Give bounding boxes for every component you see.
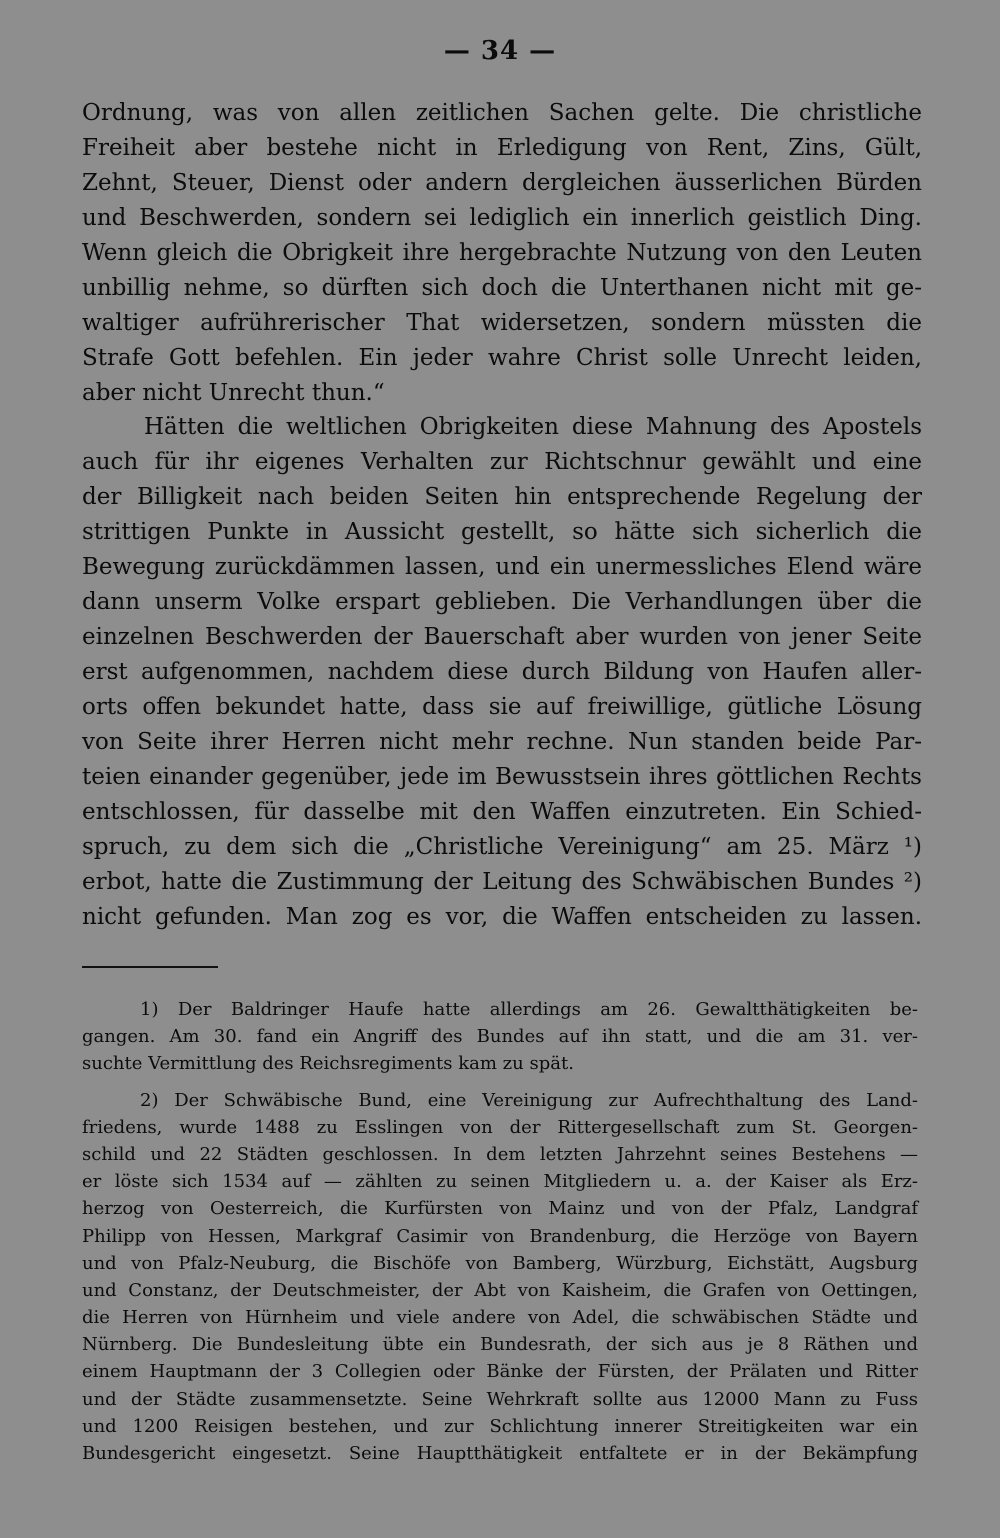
footnote-line: einem Hauptmann der 3 Collegien oder Bänke der Fürsten, der Prälaten und Ritter: [82, 1361, 918, 1383]
text-line: dann unserm Volke erspart geblieben. Die Verhandlungen über die: [82, 589, 922, 616]
text-line: entschlossen, für dasselbe mit den Waffen einzutreten. Ein Schied-: [82, 798, 922, 825]
footnote-1: [82, 996, 918, 1078]
text-line: nicht gefunden. Man zog es vor, die Waffen entscheiden zu lassen.: [82, 903, 922, 930]
text-line: Zehnt, Steuer, Dienst oder andern dergleichen äusserlichen Bürden: [82, 169, 922, 196]
text-line: spruch, zu dem sich die „Christliche Vereinigung“ am 25. März ¹): [82, 833, 922, 860]
text-line: einzelnen Beschwerden der Bauerschaft aber wurden von jener Seite: [82, 624, 922, 651]
footnote-line: schild und 22 Städten geschlossen. In dem letzten Jahrzehnt seines Bestehens —: [82, 1143, 918, 1165]
footnote-line: herzog von Oesterreich, die Kurfürsten von Mainz und von der Pfalz, Landgraf: [82, 1198, 918, 1220]
footnote-line: friedens, wurde 1488 zu Esslingen von der Rittergesellschaft zum St. Georgen-: [82, 1116, 918, 1138]
main-text: [82, 96, 922, 935]
text-line: erst aufgenommen, nachdem diese durch Bildung von Haufen aller-: [82, 659, 922, 685]
text-line: waltiger aufrührerischer That widersetzen, sondern müssten die: [82, 309, 922, 336]
footnote-line: die Herren von Hürnheim und viele andere von Adel, die schwäbischen Städte und: [82, 1307, 918, 1329]
footnote-line: gangen. Am 30. fand ein Angriff des Bundes auf ihn statt, und die am 31. ver-: [82, 1026, 918, 1048]
text-line: auch für ihr eigenes Verhalten zur Richtschnur gewählt und eine: [82, 449, 922, 476]
text-line: teien einander gegenüber, jede im Bewusstsein ihres göttlichen Rechts: [82, 763, 922, 790]
text-line: Freiheit aber bestehe nicht in Erledigung von Rent, Zins, Gült,: [82, 134, 922, 161]
footnote-line: Nürnberg. Die Bundesleitung übte ein Bundesrath, der sich aus je 8 Räthen und: [82, 1334, 918, 1356]
footnote-line: Philipp von Hessen, Markgraf Casimir von Brandenburg, die Herzöge von Bayern: [82, 1225, 918, 1247]
footnote-line: und Constanz, der Deutschmeister, der Abt von Kaisheim, die Grafen von Oettingen,: [82, 1279, 918, 1301]
text-line: von Seite ihrer Herren nicht mehr rechne. Nun standen beide Par-: [82, 728, 922, 755]
footnotes: [82, 996, 918, 1467]
footnote-line: und der Städte zusammensetzte. Seine Wehrkraft sollte aus 12000 Mann zu Fuss: [82, 1388, 918, 1410]
text-line: und Beschwerden, sondern sei lediglich ein innerlich geistlich Ding.: [82, 204, 922, 231]
text-line: der Billigkeit nach beiden Seiten hin entsprechende Regelung der: [82, 484, 922, 511]
text-line: Strafe Gott befehlen. Ein jeder wahre Christ solle Unrecht leiden,: [82, 344, 922, 371]
text-line: Bewegung zurückdämmen lassen, und ein unermessliches Elend wäre: [82, 554, 922, 581]
footnote-line: und 1200 Reisigen bestehen, und zur Schlichtung innerer Streitigkeiten war ein: [82, 1415, 918, 1437]
page-number: — 34 —: [443, 36, 557, 66]
text-line: orts offen bekundet hatte, dass sie auf freiwillige, gütliche Lösung: [82, 693, 922, 720]
footnote-spacer: [82, 1078, 918, 1087]
text-line: Ordnung, was von allen zeitlichen Sachen gelte. Die christliche: [82, 100, 922, 126]
footnote-2: [82, 1087, 918, 1468]
text-line: unbillig nehme, so dürften sich doch die Unterthanen nicht mit ge-: [82, 274, 922, 301]
footnote-divider: [82, 966, 218, 968]
footnote-line: 2) Der Schwäbische Bund, eine Vereinigung zur Aufrechthaltung des Land-: [140, 1089, 918, 1111]
text-line: Hätten die weltlichen Obrigkeiten diese Mahnung des Apostels: [144, 414, 922, 441]
footnote-line: suchte Vermittlung des Reichsregiments kam zu spät.: [82, 1053, 574, 1075]
footnote-line: er löste sich 1534 auf — zählten zu seinen Mitgliedern u. a. der Kaiser als Erz-: [82, 1171, 918, 1193]
text-line: erbot, hatte die Zustimmung der Leitung des Schwäbischen Bundes ²): [82, 868, 922, 895]
text-line: strittigen Punkte in Aussicht gestellt, so hätte sich sicherlich die: [82, 519, 922, 546]
footnote-line: und von Pfalz-Neuburg, die Bischöfe von Bamberg, Würzburg, Eichstätt, Augsburg: [82, 1252, 918, 1274]
text-line: Wenn gleich die Obrigkeit ihre hergebrachte Nutzung von den Leuten: [82, 239, 922, 266]
footnote-line: Bundesgericht eingesetzt. Seine Hauptthätigkeit entfaltete er in der Bekämpfung: [82, 1443, 918, 1464]
text-line: aber nicht Unrecht thun.“: [82, 379, 385, 406]
footnote-line: 1) Der Baldringer Haufe hatte allerdings am 26. Gewaltthätigkeiten be-: [140, 999, 918, 1020]
